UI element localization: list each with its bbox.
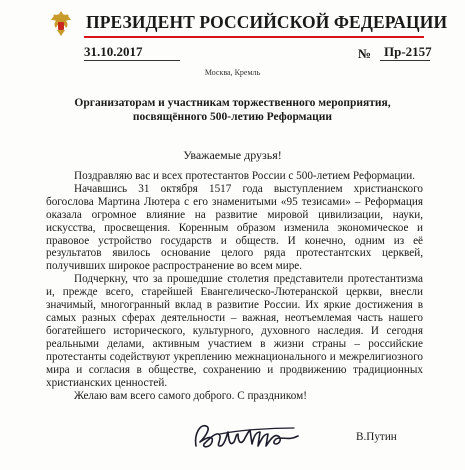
coat-of-arms-icon (48, 8, 74, 38)
paragraph-3: Подчеркну, что за прошедшие столетия представители протестантизма и, прежде всего, старейшей Евангелическо-Лютеранской церкви, внесли значимый, многогранный вклад в развитие России. Их яркие достижения в самых разных сферах деятельности – важная, неотъемлемая часть нашего богатейшего исторического, культурного, духовного наследия. И сегодня реальными делами, активным участием в жизни страны – российские протестанты содействуют укреплению межнационального и межрелигиозного мира и согласия в обществе, сохранению и продвижению традиционных христианских ценностей. (46, 273, 423, 389)
signer-name: В.Путин (356, 431, 397, 443)
handwritten-signature (190, 416, 305, 456)
letterhead-divider (84, 36, 424, 38)
date-underline (84, 60, 180, 61)
paragraph-2: Начавшись 31 октября 1517 года выступлением христианского богослова Мартина Лютера с его знаменитыми «95 тезисами» – Реформация оказала огромное влияние на развитие мировой цивилизации, науки, искусства, просвещения. Коренным образом изменила экономическое и правовое устройство государств и обществ. И конечно, одним из её результатов явилось основание целого ряда протестантских церквей, получивших широкое распространение во всем мире. (46, 182, 423, 273)
document-place: Москва, Кремль (204, 68, 261, 77)
document-number: Пр-2157 (384, 44, 432, 59)
addressee-block (50, 96, 415, 124)
greeting: Уважаемые друзья! (183, 148, 282, 162)
number-sign: № (358, 46, 372, 61)
number-underline (380, 60, 430, 61)
letterhead-title: ПРЕЗИДЕНТ РОССИЙСКОЙ ФЕДЕРАЦИИ (86, 12, 448, 32)
document-date: 31.10.2017 (84, 44, 143, 59)
letter-body (46, 170, 423, 389)
closing-line: Желаю вам всего самого доброго. С праздником! (74, 390, 307, 402)
addressee-line-2: посвящённого 500-летию Реформации (132, 111, 333, 123)
paragraph-1: Поздравляю вас и всех протестантов России с 500-летием Реформации. (74, 170, 416, 182)
addressee-line-1: Организаторам и участникам торжественного мероприятия, (74, 97, 391, 109)
